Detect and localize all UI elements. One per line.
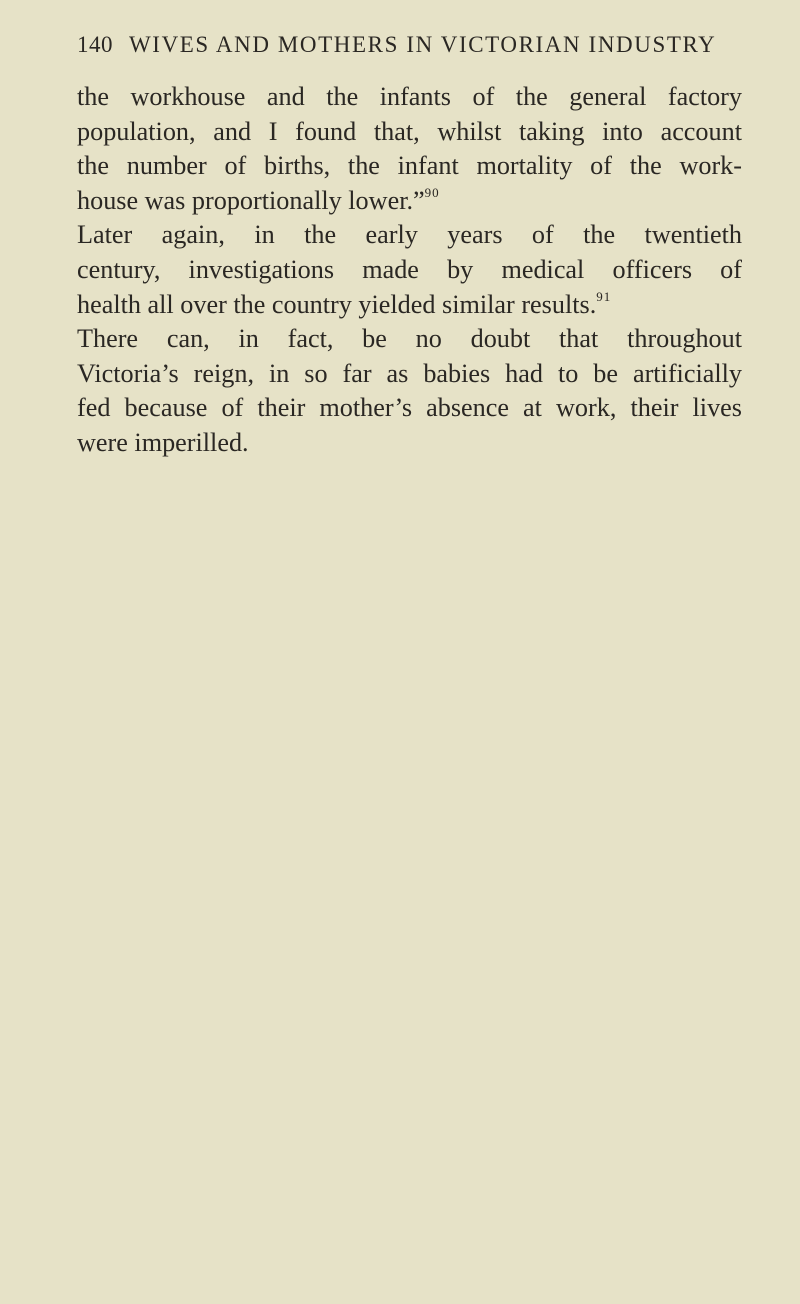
text-line: population, and I found that, whilst taking into account — [77, 116, 742, 146]
text-line: century, investigations made by medical officers of — [77, 254, 742, 284]
text-line: house was proportionally lower.” — [77, 185, 425, 215]
text-line: were imperilled. — [77, 427, 249, 457]
text-line-last — [77, 184, 742, 219]
running-head — [77, 32, 737, 58]
text-line: Victoria’s reign, in so far as babies had to be artificially — [77, 358, 742, 388]
footnote-ref-91: 91 — [596, 288, 612, 304]
running-title: WIVES AND MOTHERS IN VICTORIAN INDUSTRY — [129, 32, 717, 57]
text-line: health all over the country yielded similar results. — [77, 289, 597, 319]
text-line: the workhouse and the infants of the general factory — [77, 82, 742, 111]
text-line-last — [77, 288, 742, 323]
text-line: Later again, in the early years of the twentieth — [77, 220, 742, 250]
text-line: the number of births, the infant mortality of the work- — [77, 151, 742, 181]
body-text — [77, 80, 742, 461]
paragraph-1 — [77, 80, 742, 218]
paragraph-3 — [77, 322, 742, 460]
page-number: 140 — [77, 32, 113, 57]
text-line: There can, in fact, be no doubt that throughout — [77, 324, 742, 354]
text-line: fed because of their mother’s absence at work, their lives — [77, 393, 742, 423]
paragraph-2 — [77, 218, 742, 322]
footnote-ref-90: 90 — [424, 185, 440, 201]
